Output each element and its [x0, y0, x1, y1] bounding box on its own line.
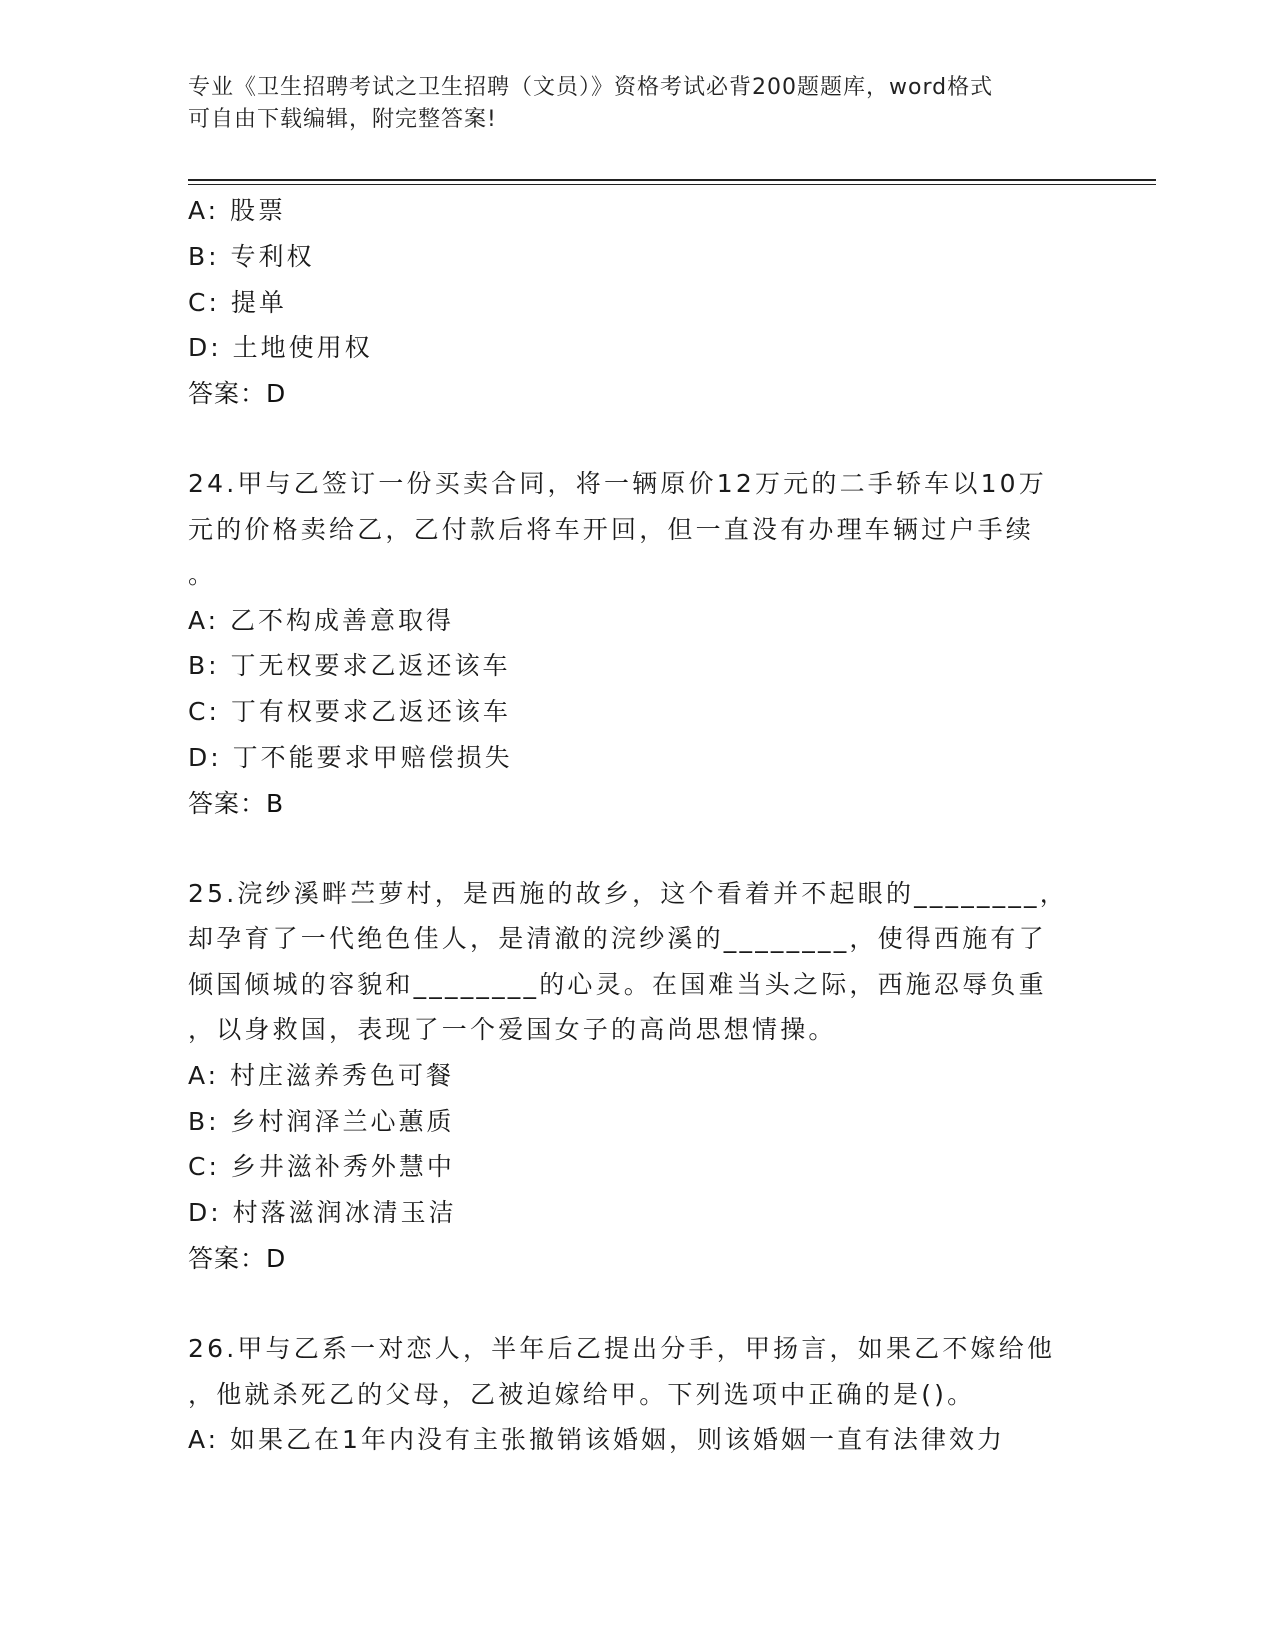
question-26: [188, 1326, 1088, 1463]
option-d: D: 村落滋润冰清玉洁: [188, 1198, 457, 1228]
question-25: [188, 871, 1088, 1282]
option-a: A: 村庄滋养秀色可餐: [188, 1060, 455, 1090]
option-c: C: 提单: [188, 287, 287, 317]
question-23: [188, 188, 1088, 417]
option-a: A: 股票: [188, 196, 287, 225]
question-stem-line: 元的价格卖给乙，乙付款后将车开回，但一直没有办理车辆过户手续: [188, 514, 1035, 544]
question-stem-line: 25.浣纱溪畔苎萝村，是西施的故乡，这个看着并不起眼的________，: [188, 878, 1068, 908]
question-stem-line: 倾国倾城的容貌和________的心灵。在国难当头之际，西施忍辱负重: [188, 969, 1047, 999]
answer-line: 答案：B: [188, 788, 285, 818]
option-a: A: 乙不构成善意取得: [188, 605, 455, 635]
header-divider: [188, 179, 1156, 185]
option-c: C: 乡井滋补秀外慧中: [188, 1152, 455, 1182]
header-title-line-2: 可自由下载编辑，附完整答案!: [188, 107, 497, 132]
question-stem-line: 24.甲与乙签订一份买卖合同，将一辆原价12万元的二手轿车以10万: [188, 469, 1047, 499]
option-b: B: 乡村润泽兰心蕙质: [188, 1106, 455, 1136]
question-list: [188, 188, 1088, 1463]
answer-line: 答案：D: [188, 379, 287, 409]
question-stem-line: 却孕育了一代绝色佳人，是清澈的浣纱溪的________，使得西施有了: [188, 924, 1047, 954]
option-b: B: 丁无权要求乙返还该车: [188, 651, 511, 681]
question-24: [188, 461, 1088, 827]
option-d: D: 土地使用权: [188, 333, 373, 363]
header-title-line-1: 专业《卫生招聘考试之卫生招聘（文员）》资格考试必背200题题库，word格式: [188, 75, 994, 100]
answer-line: 答案：D: [188, 1244, 287, 1274]
question-stem-line: ，他就杀死乙的父母，乙被迫嫁给甲。下列选项中正确的是()。: [188, 1379, 976, 1409]
question-stem-line: ，以身救国，表现了一个爱国女子的高尚思想情操。: [188, 1015, 837, 1045]
option-a: A: 如果乙在1年内没有主张撤销该婚姻，则该婚姻一直有法律效力: [188, 1425, 1005, 1455]
question-stem-line: 。: [188, 560, 217, 590]
question-stem-line: 26.甲与乙系一对恋人，半年后乙提出分手，甲扬言，如果乙不嫁给他: [188, 1334, 1056, 1364]
option-c: C: 丁有权要求乙返还该车: [188, 697, 511, 727]
page-header: [188, 72, 1068, 136]
option-d: D: 丁不能要求甲赔偿损失: [188, 743, 513, 773]
option-b: B: 专利权: [188, 241, 315, 271]
